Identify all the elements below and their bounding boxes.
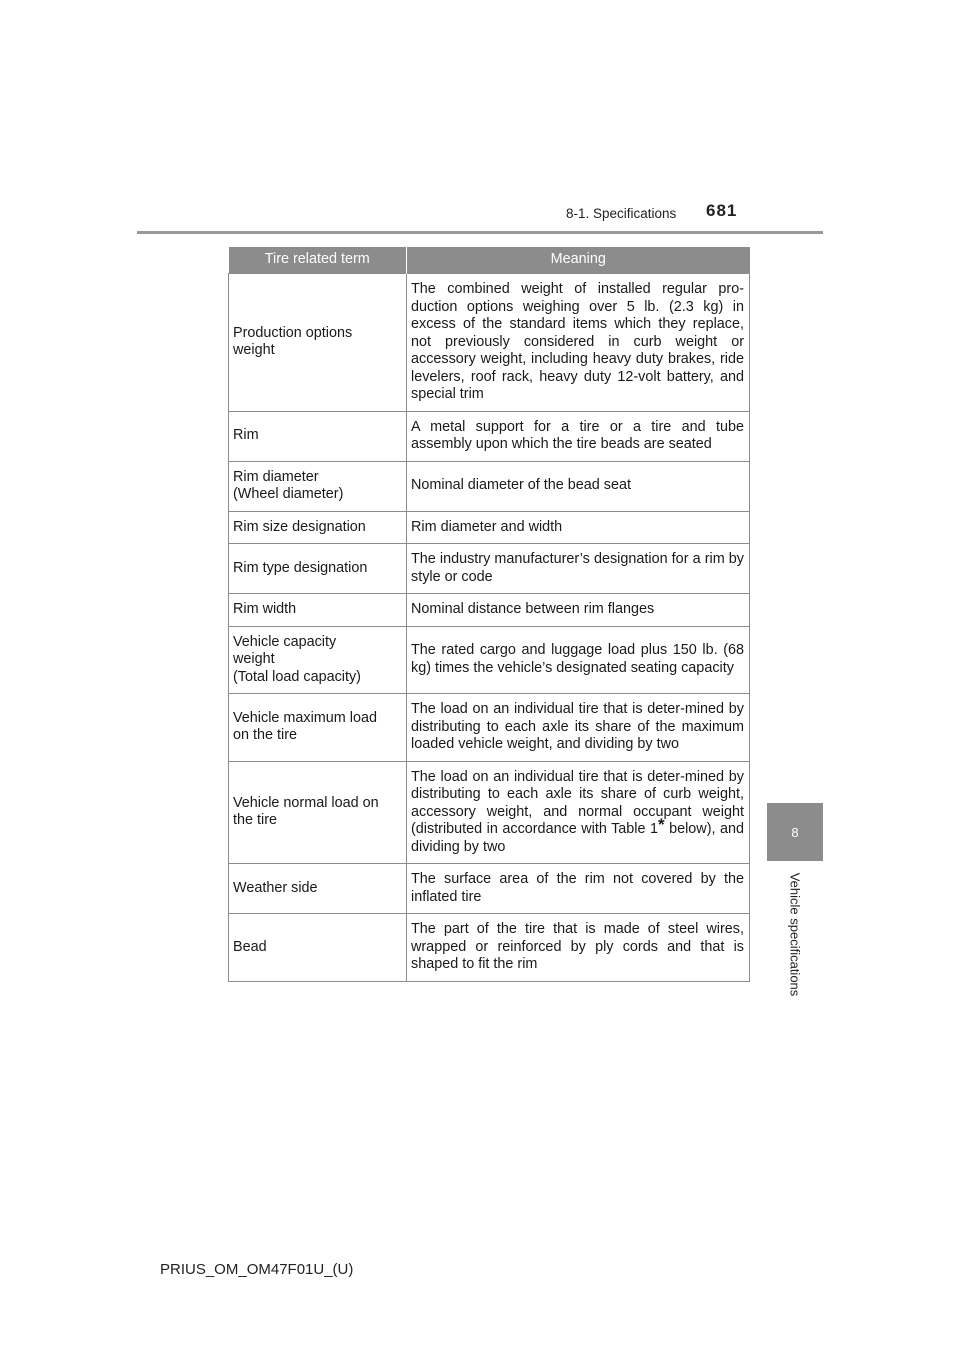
term-cell [229, 411, 407, 461]
term-cell [229, 544, 407, 594]
table-row [229, 511, 750, 544]
meaning-cell: The industry manufacturer’s designation for a rim by style or code [407, 544, 750, 594]
term-cell [229, 914, 407, 982]
page-number: 681 [706, 201, 738, 220]
meaning-text: The load on an individual tire that is deter-mined by distributing to each axle its share of curb weight, accessory weight, and normal occupant weight (distributed in accordance with Table 1 [411, 768, 744, 837]
meaning-cell: Nominal distance between rim flanges [407, 594, 750, 627]
table-row [229, 544, 750, 594]
table-row [229, 761, 750, 864]
term-cell [229, 864, 407, 914]
chapter-tab-label [767, 861, 823, 1007]
meaning-cell: Rim diameter and width [407, 511, 750, 544]
term-cell [229, 594, 407, 627]
term-line: Vehicle capacity [233, 633, 337, 650]
meaning-cell [407, 761, 750, 864]
term-line: weight [233, 342, 275, 359]
term-line: (Total load capacity) [233, 668, 361, 685]
meaning-cell: Nominal diameter of the bead seat [407, 461, 750, 511]
chapter-tab-text: Vehicle specifications [787, 872, 803, 996]
meaning-cell: A metal support for a tire or a tire and tube assembly upon which the tire beads are seated [407, 411, 750, 461]
header-divider [137, 231, 823, 234]
table-row [229, 626, 750, 694]
meaning-cell: The part of the tire that is made of steel wires, wrapped or reinforced by ply cords and that is shaped to fit the rim [407, 914, 750, 982]
term-line: Rim width [233, 601, 297, 617]
section-title: 8-1. Specifications [566, 206, 677, 221]
term-line: (Wheel diameter) [233, 486, 344, 502]
table-row [229, 594, 750, 627]
meaning-cell: The load on an individual tire that is deter-mined by distributing to each axle its share of the maximum loaded vehicle weight, and dividing by two [407, 694, 750, 762]
term-cell [229, 626, 407, 694]
term-cell [229, 461, 407, 511]
term-line: Rim diameter [233, 468, 319, 485]
term-line: Rim size designation [233, 518, 366, 535]
meaning-cell: The rated cargo and luggage load plus 150 lb. (68 kg) times the vehicle’s designated seating capacity [407, 626, 750, 694]
term-line: Production options [233, 324, 353, 341]
term-cell [229, 511, 407, 544]
document-code: PRIUS_OM_OM47F01U_(U) [160, 1261, 354, 1278]
term-line: the tire [233, 812, 277, 829]
meaning-cell: The surface area of the rim not covered by the inflated tire [407, 864, 750, 914]
term-line: on the tire [233, 727, 297, 744]
term-line: Bead [233, 938, 267, 955]
term-cell [229, 694, 407, 762]
table-row [229, 411, 750, 461]
term-line: Vehicle normal load on [233, 794, 379, 811]
meaning-cell: The combined weight of installed regular pro-duction options weighing over 5 lb. (2.3 kg) in excess of the standard items which they replace, not previously considered in curb weight or accessory weight, including heavy duty brakes, ride levelers, roof rack, heavy duty 12-volt battery, and special trim [407, 274, 750, 412]
meaning-text: below), and dividing by two [411, 821, 744, 855]
tire-terms-table [228, 247, 750, 982]
term-cell [229, 761, 407, 864]
term-line: Rim [233, 427, 259, 444]
footnote-marker: * [657, 815, 665, 834]
term-line: weight [233, 651, 275, 667]
column-header-meaning: Meaning [407, 247, 750, 274]
table-row [229, 461, 750, 511]
table-row [229, 864, 750, 914]
term-line: Vehicle maximum load [233, 709, 377, 726]
term-line: Weather side [233, 879, 318, 896]
table-row [229, 274, 750, 412]
table-row [229, 694, 750, 762]
table-header-row [229, 247, 750, 274]
chapter-tab-number[interactable]: 8 [767, 803, 823, 861]
term-cell [229, 274, 407, 412]
column-header-term: Tire related term [229, 247, 407, 274]
term-line: Rim type designation [233, 559, 368, 576]
table-row [229, 914, 750, 982]
